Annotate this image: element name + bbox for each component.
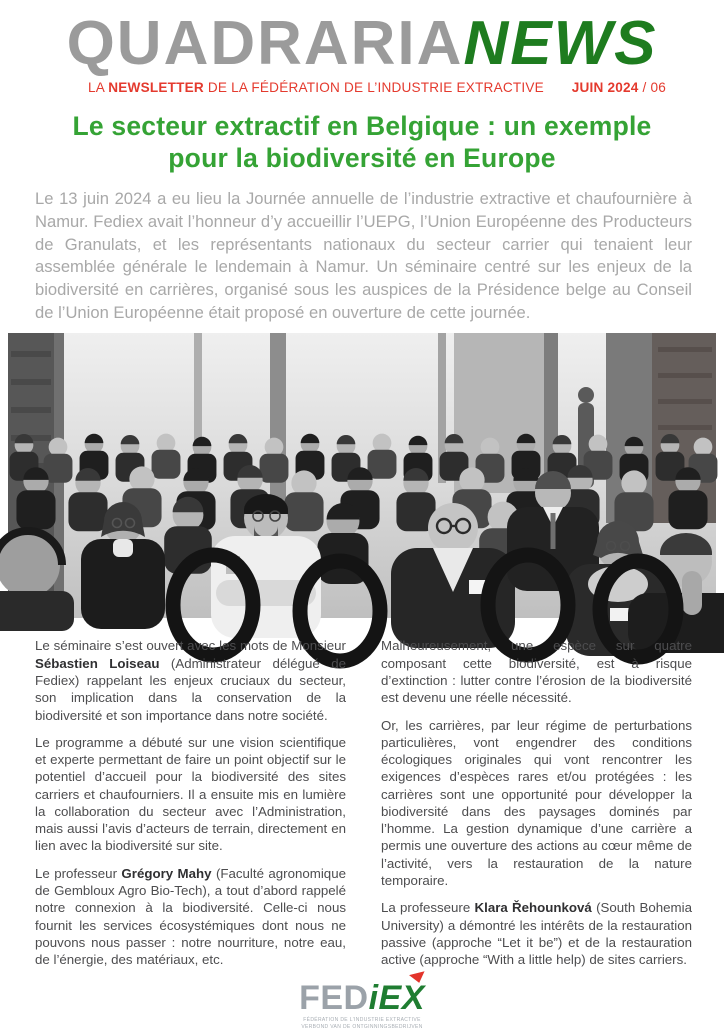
right-column — [381, 637, 692, 978]
fediex-logo — [0, 981, 724, 1031]
paragraph-text: (South Bohemia University) a démontré les intérêts de la restauration passive (approche “Let it be”) et de la restauration active (approche “With a little help) de sites carriers. — [381, 900, 692, 968]
paragraph-text: Or, les carrières, par leur régime de perturbations particulières, vont engendrer des conditions écologiques originales qui vont rencontrer les exigences d’espèces rares et/ou protégées : les carrières sont une opportunité pour développer la biodiversité dans des paysages dominés par l’homme. La gestion dynamique d’une carrière a permis une ouverture des actions au cœur même de l’activité, vers la restauration de la nature temporaire. — [381, 717, 692, 889]
logo-fed-text: FED — [299, 979, 369, 1018]
article-lede: Le 13 juin 2024 a eu lieu la Journée annuelle de l’industrie extractive et chaufournière à Namur. Fediex avait l’honneur d’y accueillir l’UEPG, l’Union Européenne des Producteurs de Granulats, et les représentants nationaux du secteur carrier qui tenaient leur assemblée générale le lendemain à Namur. Un séminaire centré sur les enjeux de la biodiversité en carrières, organisé sous les auspices de la Présidence belge au Conseil de l’Union Européenne était proposé en ouverture de cette journée. — [35, 189, 692, 322]
person-name: Klara Řehounková — [474, 900, 592, 916]
paragraph-text: Le programme a débuté sur une vision scientifique et experte permettant de faire un point objectif sur le potentiel d’accueil pour la biodiversité des sites carriers et chaufourniers. Il a ensuite mis en lumière la collaboration du secteur avec l’Administration, mais aussi l’avis d’acteurs de terrain, directement en lien avec la biodiversité sur site. — [35, 734, 346, 854]
logo-tagline-line2: VERBOND VAN DE ONTGINNINGSBEDRIJVEN — [301, 1024, 423, 1031]
conference-audience-photo — [8, 333, 716, 618]
left-column — [35, 637, 346, 978]
issue-date — [572, 80, 666, 95]
article-body-columns — [35, 637, 692, 978]
paragraph-text: (Faculté agronomique de Gembloux Agro Bio-Tech), a tout d’abord rappelé notre connexion à la biodiversité. Celle-ci nous fournit les services écosystémiques dont nous ne pouvons nous passer : notre nourriture, notre eau, de l’énergie, des matériaux, etc. — [35, 865, 346, 968]
paragraph-text: (Administrateur délégué de Fediex) rappelant les enjeux cruciaux du secteur, son implication dans la conservation de la biodiversité et son importance dans notre société. — [35, 655, 346, 723]
conference-photo-illustration — [8, 333, 716, 618]
fediex-wordmark — [299, 979, 425, 1018]
paragraph — [35, 637, 346, 723]
paragraph — [35, 865, 346, 969]
logo-iex-text: iEX — [368, 979, 425, 1018]
article-headline: Le secteur extractif en Belgique : un exemple pour la biodiversité en Europe — [72, 111, 652, 173]
tagline-bold: NEWSLETTER — [108, 80, 204, 95]
logo-tagline — [0, 1017, 724, 1031]
paragraph — [381, 637, 692, 706]
issue-month: JUIN 2024 — [571, 80, 639, 95]
newsletter-tagline — [88, 80, 544, 95]
logo-tagline-line1: FÉDÉRATION DE L’INDUSTRIE EXTRACTIVE — [303, 1017, 421, 1024]
paragraph — [381, 717, 692, 890]
masthead-tagline-row — [0, 80, 724, 95]
paragraph — [35, 734, 346, 855]
issue-number: / 06 — [638, 80, 666, 95]
paragraph-text: La professeure — [381, 900, 475, 916]
masthead — [0, 0, 724, 95]
paragraph — [381, 899, 692, 968]
tagline-rest: DE LA FÉDÉRATION DE L’INDUSTRIE EXTRACTIVE — [203, 80, 544, 95]
person-name: Grégory Mahy — [121, 865, 212, 881]
title-quadraria: QUADRARIA — [66, 9, 464, 78]
title-news: NEWS — [463, 9, 658, 78]
paragraph-text: Malheureusement, une espèce sur quatre composant cette biodiversité, est à risque d’extinction : lutter contre l’érosion de la biodiversité est devenu une réelle nécessité. — [381, 638, 692, 706]
paragraph-text: Le professeur — [35, 865, 122, 881]
newsletter-title — [0, 9, 724, 78]
person-name: Sébastien Loiseau — [35, 655, 160, 671]
paragraph-text: Le séminaire s’est ouvert avec les mots de Monsieur — [35, 638, 346, 654]
tagline-prefix: LA — [88, 80, 109, 95]
